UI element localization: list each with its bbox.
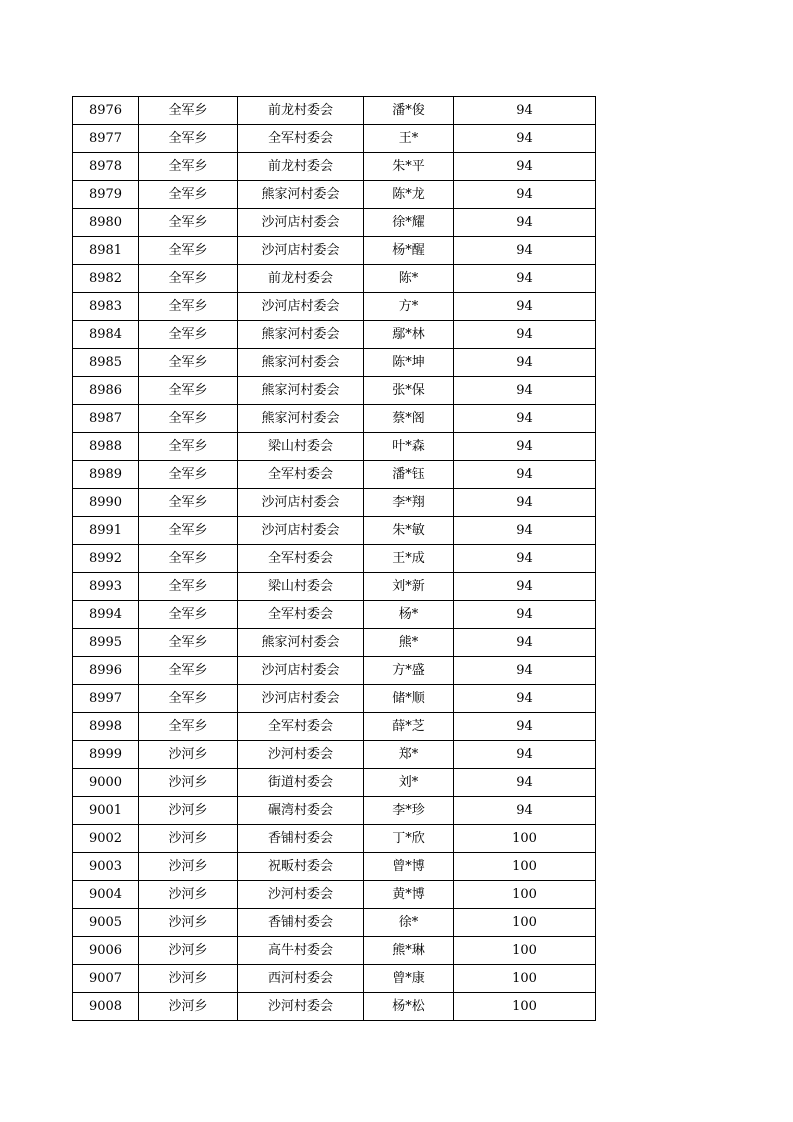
township-cell: 全军乡	[139, 545, 238, 573]
village-committee-cell: 碾湾村委会	[238, 797, 364, 825]
row-number-cell: 8996	[73, 657, 139, 685]
table-row	[73, 545, 596, 573]
township-cell: 全军乡	[139, 265, 238, 293]
table-row	[73, 125, 596, 153]
row-number-cell: 8998	[73, 713, 139, 741]
township-cell: 全军乡	[139, 209, 238, 237]
table-row	[73, 293, 596, 321]
village-committee-cell: 沙河店村委会	[238, 489, 364, 517]
table-row	[73, 993, 596, 1021]
name-cell: 方*	[364, 293, 454, 321]
value-cell: 94	[454, 741, 596, 769]
name-cell: 曾*康	[364, 965, 454, 993]
township-cell: 全军乡	[139, 293, 238, 321]
table-row	[73, 881, 596, 909]
township-cell: 全军乡	[139, 349, 238, 377]
village-committee-cell: 沙河村委会	[238, 881, 364, 909]
township-cell: 全军乡	[139, 377, 238, 405]
village-committee-cell: 高牛村委会	[238, 937, 364, 965]
name-cell: 徐*耀	[364, 209, 454, 237]
value-cell: 94	[454, 405, 596, 433]
value-cell: 94	[454, 461, 596, 489]
village-committee-cell: 街道村委会	[238, 769, 364, 797]
data-table	[72, 96, 596, 1021]
name-cell: 张*保	[364, 377, 454, 405]
township-cell: 沙河乡	[139, 881, 238, 909]
value-cell: 94	[454, 181, 596, 209]
name-cell: 黄*博	[364, 881, 454, 909]
township-cell: 沙河乡	[139, 797, 238, 825]
village-committee-cell: 熊家河村委会	[238, 181, 364, 209]
value-cell: 94	[454, 237, 596, 265]
row-number-cell: 8984	[73, 321, 139, 349]
name-cell: 郑*	[364, 741, 454, 769]
row-number-cell: 8989	[73, 461, 139, 489]
value-cell: 94	[454, 97, 596, 125]
row-number-cell: 9005	[73, 909, 139, 937]
township-cell: 全军乡	[139, 489, 238, 517]
table-row	[73, 601, 596, 629]
value-cell: 100	[454, 909, 596, 937]
table-row	[73, 433, 596, 461]
village-committee-cell: 沙河村委会	[238, 993, 364, 1021]
row-number-cell: 8997	[73, 685, 139, 713]
name-cell: 杨*醒	[364, 237, 454, 265]
village-committee-cell: 沙河店村委会	[238, 209, 364, 237]
value-cell: 94	[454, 209, 596, 237]
value-cell: 94	[454, 153, 596, 181]
value-cell: 94	[454, 601, 596, 629]
name-cell: 刘*	[364, 769, 454, 797]
row-number-cell: 8986	[73, 377, 139, 405]
name-cell: 王*成	[364, 545, 454, 573]
table-row	[73, 377, 596, 405]
row-number-cell: 8987	[73, 405, 139, 433]
name-cell: 蔡*阁	[364, 405, 454, 433]
township-cell: 全军乡	[139, 405, 238, 433]
township-cell: 沙河乡	[139, 909, 238, 937]
name-cell: 薛*芝	[364, 713, 454, 741]
table-row	[73, 153, 596, 181]
township-cell: 全军乡	[139, 629, 238, 657]
row-number-cell: 8976	[73, 97, 139, 125]
township-cell: 全军乡	[139, 181, 238, 209]
name-cell: 方*盛	[364, 657, 454, 685]
table-row	[73, 349, 596, 377]
township-cell: 沙河乡	[139, 937, 238, 965]
row-number-cell: 9003	[73, 853, 139, 881]
table-row	[73, 825, 596, 853]
table-row	[73, 685, 596, 713]
value-cell: 94	[454, 657, 596, 685]
village-committee-cell: 梁山村委会	[238, 573, 364, 601]
row-number-cell: 9000	[73, 769, 139, 797]
township-cell: 全军乡	[139, 517, 238, 545]
township-cell: 全军乡	[139, 153, 238, 181]
township-cell: 沙河乡	[139, 853, 238, 881]
township-cell: 沙河乡	[139, 769, 238, 797]
name-cell: 杨*松	[364, 993, 454, 1021]
village-committee-cell: 全军村委会	[238, 125, 364, 153]
table-body	[73, 97, 596, 1021]
village-committee-cell: 香铺村委会	[238, 909, 364, 937]
table-row	[73, 741, 596, 769]
row-number-cell: 8983	[73, 293, 139, 321]
name-cell: 徐*	[364, 909, 454, 937]
value-cell: 94	[454, 125, 596, 153]
value-cell: 100	[454, 993, 596, 1021]
row-number-cell: 8995	[73, 629, 139, 657]
name-cell: 陈*	[364, 265, 454, 293]
value-cell: 94	[454, 377, 596, 405]
village-committee-cell: 熊家河村委会	[238, 629, 364, 657]
value-cell: 94	[454, 321, 596, 349]
table-row	[73, 489, 596, 517]
row-number-cell: 8981	[73, 237, 139, 265]
row-number-cell: 8980	[73, 209, 139, 237]
row-number-cell: 8988	[73, 433, 139, 461]
table-row	[73, 461, 596, 489]
table-row	[73, 769, 596, 797]
name-cell: 杨*	[364, 601, 454, 629]
township-cell: 沙河乡	[139, 741, 238, 769]
township-cell: 全军乡	[139, 601, 238, 629]
village-committee-cell: 前龙村委会	[238, 97, 364, 125]
row-number-cell: 9008	[73, 993, 139, 1021]
table-row	[73, 237, 596, 265]
table-row	[73, 405, 596, 433]
value-cell: 100	[454, 825, 596, 853]
row-number-cell: 8999	[73, 741, 139, 769]
value-cell: 94	[454, 293, 596, 321]
row-number-cell: 9007	[73, 965, 139, 993]
name-cell: 熊*	[364, 629, 454, 657]
township-cell: 全军乡	[139, 237, 238, 265]
table-row	[73, 573, 596, 601]
row-number-cell: 8992	[73, 545, 139, 573]
value-cell: 100	[454, 853, 596, 881]
row-number-cell: 9001	[73, 797, 139, 825]
name-cell: 潘*俊	[364, 97, 454, 125]
name-cell: 刘*新	[364, 573, 454, 601]
value-cell: 94	[454, 517, 596, 545]
village-committee-cell: 熊家河村委会	[238, 377, 364, 405]
value-cell: 94	[454, 349, 596, 377]
name-cell: 李*翔	[364, 489, 454, 517]
township-cell: 全军乡	[139, 461, 238, 489]
row-number-cell: 8977	[73, 125, 139, 153]
township-cell: 全军乡	[139, 657, 238, 685]
village-committee-cell: 熊家河村委会	[238, 321, 364, 349]
township-cell: 沙河乡	[139, 965, 238, 993]
table-row	[73, 853, 596, 881]
value-cell: 94	[454, 545, 596, 573]
row-number-cell: 8985	[73, 349, 139, 377]
row-number-cell: 8990	[73, 489, 139, 517]
value-cell: 94	[454, 573, 596, 601]
table-row	[73, 965, 596, 993]
name-cell: 李*珍	[364, 797, 454, 825]
table-row	[73, 321, 596, 349]
village-committee-cell: 沙河店村委会	[238, 685, 364, 713]
village-committee-cell: 香铺村委会	[238, 825, 364, 853]
township-cell: 沙河乡	[139, 825, 238, 853]
row-number-cell: 8991	[73, 517, 139, 545]
name-cell: 叶*森	[364, 433, 454, 461]
name-cell: 丁*欣	[364, 825, 454, 853]
village-committee-cell: 梁山村委会	[238, 433, 364, 461]
name-cell: 陈*坤	[364, 349, 454, 377]
village-committee-cell: 祝畈村委会	[238, 853, 364, 881]
row-number-cell: 9006	[73, 937, 139, 965]
row-number-cell: 8993	[73, 573, 139, 601]
village-committee-cell: 前龙村委会	[238, 153, 364, 181]
table-row	[73, 713, 596, 741]
table-row	[73, 937, 596, 965]
township-cell: 全军乡	[139, 573, 238, 601]
value-cell: 94	[454, 769, 596, 797]
table-row	[73, 909, 596, 937]
village-committee-cell: 沙河店村委会	[238, 293, 364, 321]
table-row	[73, 209, 596, 237]
name-cell: 储*顺	[364, 685, 454, 713]
value-cell: 94	[454, 265, 596, 293]
row-number-cell: 8978	[73, 153, 139, 181]
township-cell: 全军乡	[139, 125, 238, 153]
value-cell: 94	[454, 489, 596, 517]
value-cell: 94	[454, 685, 596, 713]
village-committee-cell: 全军村委会	[238, 713, 364, 741]
township-cell: 全军乡	[139, 685, 238, 713]
table-row	[73, 629, 596, 657]
table-row	[73, 265, 596, 293]
value-cell: 100	[454, 965, 596, 993]
value-cell: 100	[454, 937, 596, 965]
name-cell: 潘*钰	[364, 461, 454, 489]
row-number-cell: 8994	[73, 601, 139, 629]
name-cell: 陈*龙	[364, 181, 454, 209]
village-committee-cell: 沙河村委会	[238, 741, 364, 769]
village-committee-cell: 前龙村委会	[238, 265, 364, 293]
table-row	[73, 797, 596, 825]
value-cell: 94	[454, 433, 596, 461]
village-committee-cell: 熊家河村委会	[238, 349, 364, 377]
township-cell: 全军乡	[139, 713, 238, 741]
value-cell: 94	[454, 629, 596, 657]
village-committee-cell: 全军村委会	[238, 545, 364, 573]
township-cell: 全军乡	[139, 97, 238, 125]
value-cell: 94	[454, 797, 596, 825]
name-cell: 鄢*林	[364, 321, 454, 349]
table-row	[73, 181, 596, 209]
village-committee-cell: 全军村委会	[238, 601, 364, 629]
village-committee-cell: 熊家河村委会	[238, 405, 364, 433]
name-cell: 朱*平	[364, 153, 454, 181]
table-row	[73, 657, 596, 685]
name-cell: 王*	[364, 125, 454, 153]
village-committee-cell: 沙河店村委会	[238, 517, 364, 545]
name-cell: 朱*敏	[364, 517, 454, 545]
row-number-cell: 9004	[73, 881, 139, 909]
township-cell: 全军乡	[139, 321, 238, 349]
value-cell: 94	[454, 713, 596, 741]
value-cell: 100	[454, 881, 596, 909]
table-row	[73, 97, 596, 125]
township-cell: 沙河乡	[139, 993, 238, 1021]
village-committee-cell: 全军村委会	[238, 461, 364, 489]
township-cell: 全军乡	[139, 433, 238, 461]
row-number-cell: 9002	[73, 825, 139, 853]
row-number-cell: 8979	[73, 181, 139, 209]
table-row	[73, 517, 596, 545]
name-cell: 曾*博	[364, 853, 454, 881]
name-cell: 熊*琳	[364, 937, 454, 965]
village-committee-cell: 西河村委会	[238, 965, 364, 993]
row-number-cell: 8982	[73, 265, 139, 293]
village-committee-cell: 沙河店村委会	[238, 237, 364, 265]
village-committee-cell: 沙河店村委会	[238, 657, 364, 685]
